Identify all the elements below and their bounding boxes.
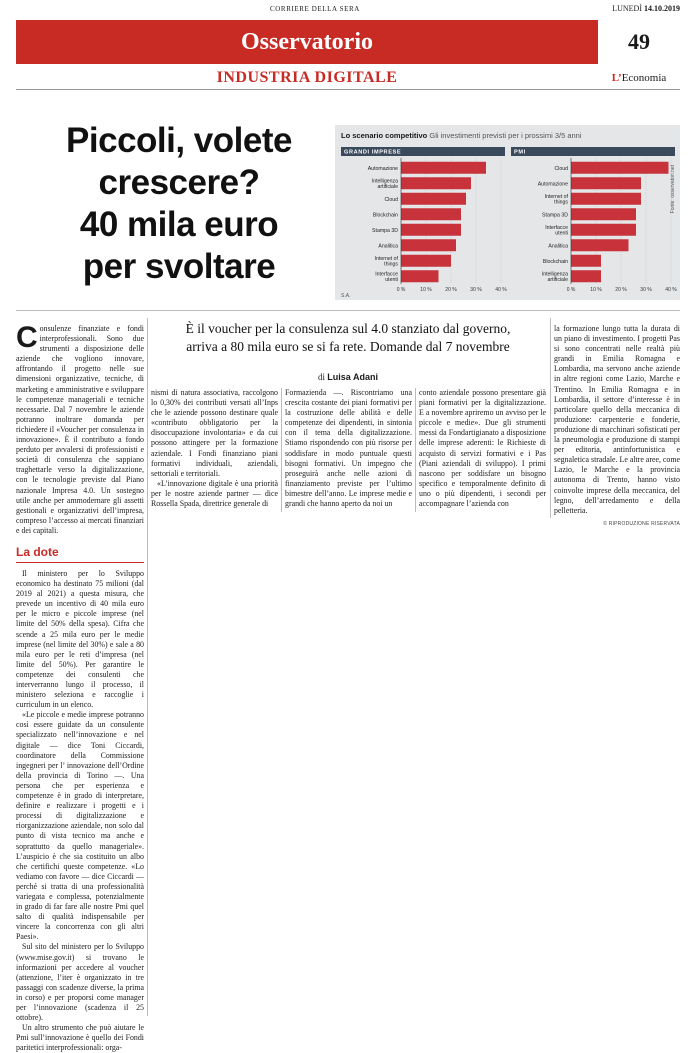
category-label: Cloud xyxy=(554,165,568,172)
chart-credit: S.A. xyxy=(341,293,351,299)
paragraph: Formazienda —. Riscontriamo una crescita costante dei piani formativi per la costruzione delle abilità e delle competenze dei dipendenti, in sintonia con il tema della digitalizzazione. Stiamo rispondendo con più risorse per soddisfare in modo puntuale questi bisogni formativi. Un impegno che proseguirà anche nelle azioni di finanziamento previste per l’ultimo bimestre dell’anno. Le imprese medie e grandi che hanno aperto da noi un xyxy=(285,388,412,509)
paragraph: Sul sito del ministero per lo Sviluppo (www.mise.gov.it) si trovano le informazioni per accedere al voucher (attenzione, l’iter è organizzato in tre passaggi con scadenze diverse, la prima in corso) e per proporsi come manager per l’innovazione (scadenza il 25 ottobre). xyxy=(16,942,144,1023)
bar xyxy=(401,208,461,220)
divider-horizontal xyxy=(16,310,680,311)
category-label: Automazione xyxy=(537,181,568,188)
tick-label: 0 % xyxy=(396,287,406,293)
publication-date: LUNEDÌ 14.10.2019 xyxy=(612,4,680,13)
bar xyxy=(571,193,641,205)
section-title: Osservatorio xyxy=(16,20,598,64)
tick-label: 30 % xyxy=(640,287,652,293)
category-label: things xyxy=(554,199,568,206)
chart-scenario-competitivo xyxy=(335,125,680,300)
tick-label: 10 % xyxy=(590,287,602,293)
paper-name: CORRIERE DELLA SERA xyxy=(270,5,360,13)
article-column-3 xyxy=(285,388,412,509)
page-number: 49 xyxy=(628,29,650,54)
copyright-notice: © RIPRODUZIONE RISERVATA xyxy=(603,520,680,527)
article-column-4 xyxy=(419,388,546,509)
masthead-top xyxy=(0,4,696,16)
subhead-la-dote: La dote xyxy=(16,544,144,563)
bar xyxy=(571,270,601,282)
tick-label: 0 % xyxy=(566,287,576,293)
chart-source: Fonte: osservatori.net xyxy=(670,165,676,214)
bar xyxy=(571,208,636,220)
paragraph: Il ministero per lo Sviluppo economico ha destinato 75 milioni (dal 2019 al 2021) a questa misura, che prevede un incentivo di 40 mila euro per le micro e piccole imprese (nel limite del 50% della spesa). Cifra che scende a 25 mila euro per le medie imprese (nel limite del 30%) e sale a 80 mila euro per le reti d’impresa (nel limite del 50%). Per garantire le competenze dei consulenti che interverranno lungo il processo, il ministero seleziona e raccoglie i curriculum in un elenco. xyxy=(16,568,144,710)
tick-label: 40 % xyxy=(665,287,677,293)
category-label: Analitica xyxy=(378,243,398,250)
tick-label: 30 % xyxy=(470,287,482,293)
bar xyxy=(571,239,629,251)
category-label: Blockchain xyxy=(542,258,568,265)
article-column-5 xyxy=(554,324,680,529)
category-label: utenti xyxy=(385,277,398,284)
chart-title: Lo scenario competitivo Gli investimenti previsti per i prossimi 3/5 anni xyxy=(341,131,582,140)
article-column-2 xyxy=(151,388,278,509)
category-label: artificiale xyxy=(547,277,568,284)
panel-header-label: PMI xyxy=(514,149,526,156)
tick-label: 40 % xyxy=(495,287,507,293)
headline: Piccoli, volete crescere? 40 mila euro per svoltare xyxy=(66,121,292,286)
divider-column-3 xyxy=(415,388,416,512)
category-label: utenti xyxy=(555,230,568,237)
category-label: Blockchain xyxy=(372,212,398,219)
category-label: Interfacce xyxy=(375,271,398,278)
category-label: Stampa 3D xyxy=(542,212,568,219)
category-label: Cloud xyxy=(384,196,398,203)
category-label: Internet of xyxy=(544,193,568,200)
paragraph: nismi di natura associativa, raccolgono lo 0,30% dei contributi versati all’Inps che le aziende possono destinare quale «contributo obbligatorio per la disoccupazione involontaria» e da cui possono attingere per la formazione aziendale. I Fondi finanziano piani formativi individuali, aziendali, settoriali e territoriali. xyxy=(151,388,278,478)
article-column-1 xyxy=(16,321,144,1053)
rubric: INDUSTRIA DIGITALE xyxy=(216,69,398,86)
divider-column-1 xyxy=(147,318,148,1016)
bar xyxy=(401,255,451,267)
paragraph: la formazione lungo tutta la durata di un piano di investimento. I progetti Pas si sono concentrati nelle realtà più grandi in Emilia Romagna e Lombardia, ma servono anche aziende in altre regioni come Lazio, Marche e Trentino. In Emilia Romagna e in Lombardia, il settore d’interesse è in particolare quello della meccanica di produzione: carpenterie e fonderie, produzione di macchinari sofisticati per la pneumologia e produzione di stampi per editoria, antinfortunistica e segnaletica stradale. Le altre aree, come Lazio, le Marche e la provincia autonoma di Trento, hanno visto coinvolte imprese della meccanica, del legno, dell’arredamento e della pelletteria. xyxy=(554,324,680,515)
bar xyxy=(571,255,601,267)
bar xyxy=(571,162,669,174)
rubric-row xyxy=(16,68,680,90)
tick-label: 20 % xyxy=(615,287,627,293)
paragraph: conto aziendale possono presentare già piani formativi per la digitalizzazione. E a novembre apriremo un avviso per le piccole e medie». Due gli strumenti messi da Fondartigianato a disposizione delle imprese aderenti: le Richieste di acquisto di servizi formativi e i Pas (Piani aziendali di sviluppo). I primi nascono per soddisfare un bisogno specifico e temporalmente definito di uno o più dipendenti, i secondi per accompagnare l’azienda con xyxy=(419,388,546,509)
bar xyxy=(571,177,641,189)
tick-label: 10 % xyxy=(420,287,432,293)
category-label: Intelligenza xyxy=(371,178,398,185)
chart-canvas xyxy=(335,125,680,300)
bar xyxy=(401,224,461,236)
divider-column-2 xyxy=(281,388,282,512)
bar xyxy=(401,162,486,174)
deck: È il voucher per la consulenza sul 4.0 stanziato dal governo, arriva a 80 mila euro se si fa rete. Domande dal 7 novembre xyxy=(185,321,511,354)
bar xyxy=(571,224,636,236)
divider-column-5 xyxy=(550,318,551,518)
bar xyxy=(401,177,471,189)
byline: di Luisa Adani xyxy=(318,372,378,382)
category-label: Internet of xyxy=(374,255,398,262)
lead-paragraph: Consulenze finanziate e fondi interprofessionali. Sono due strumenti a disposizione delle aziende che vogliono innovare, affrontando il progetto nelle sue dimensioni organizzative, tecniche, di marketing e amministrative e sviluppare le competenze manageriali e tecniche necessarie. Dal 7 novembre le aziende potranno inoltrare domanda per richiedere il «Voucher per consulenza in innovazione». È il contributo a fondo perduto per avvalersi di professionisti e società di consulenza che sappiano traghettarle verso la digitalizzazione, con le tecnologie previste dal Piano nazionale Impresa 4.0. Un sostegno utile anche per ammodernare gli assetti gestionali e organizzativi dell’impresa, compreso l’accesso ai mercati finanziari e dei capitali. xyxy=(16,321,144,535)
panel-header-band xyxy=(511,147,675,156)
panel-header-label: GRANDI IMPRESE xyxy=(344,149,402,156)
bar xyxy=(401,270,439,282)
paragraph: «L’innovazione digitale è una priorità per le nostre aziende partner — dice Rossella Spada, direttrice generale di xyxy=(151,478,278,509)
bar xyxy=(401,193,466,205)
category-label: things xyxy=(384,261,398,268)
category-label: Intelligenza xyxy=(541,271,568,278)
category-label: Automazione xyxy=(367,165,398,172)
tick-label: 20 % xyxy=(445,287,457,293)
dropcap: C xyxy=(16,321,38,354)
category-label: Analitica xyxy=(548,243,568,250)
paragraph: Un altro strumento che può aiutare le Pmi sull’innovazione è quello dei Fondi paritetici interprofessionali: orga- xyxy=(16,1023,144,1053)
category-label: Interfacce xyxy=(545,224,568,231)
category-label: Stampa 3D xyxy=(372,227,398,234)
section-bar xyxy=(16,20,680,64)
category-label: artificiale xyxy=(377,184,398,191)
paragraph: «Le piccole e medie imprese potranno così essere guidate da un consulente specializzato nell’innovazione e nel digitale — dice Toni Ciccardi, coordinatore della Commissione ingegneri per l’ innovazione dell’Ordine della provincia di Torino —. Una persona che per esperienza e competenze è in grado di interpretare, definire e realizzare i progetti e i processi di digitalizzazione e riorganizzazione aziendale, non solo dal punto di vista tecnico ma anche e soprattutto da quello manageriale». L’auspicio è che sia costituito un albo che certifichi queste competenze. «Lo vediamo con favore — dice Ciccardi — perché si tratta di una professionalità variegata e complessa, potenzialmente in grado di far fare alle nostre Pmi quel salto di qualità indispensabile per vincere la concorrenza con gli altri Paesi». xyxy=(16,710,144,942)
bar xyxy=(401,239,456,251)
supplement-logo: L’Economia xyxy=(611,72,667,84)
